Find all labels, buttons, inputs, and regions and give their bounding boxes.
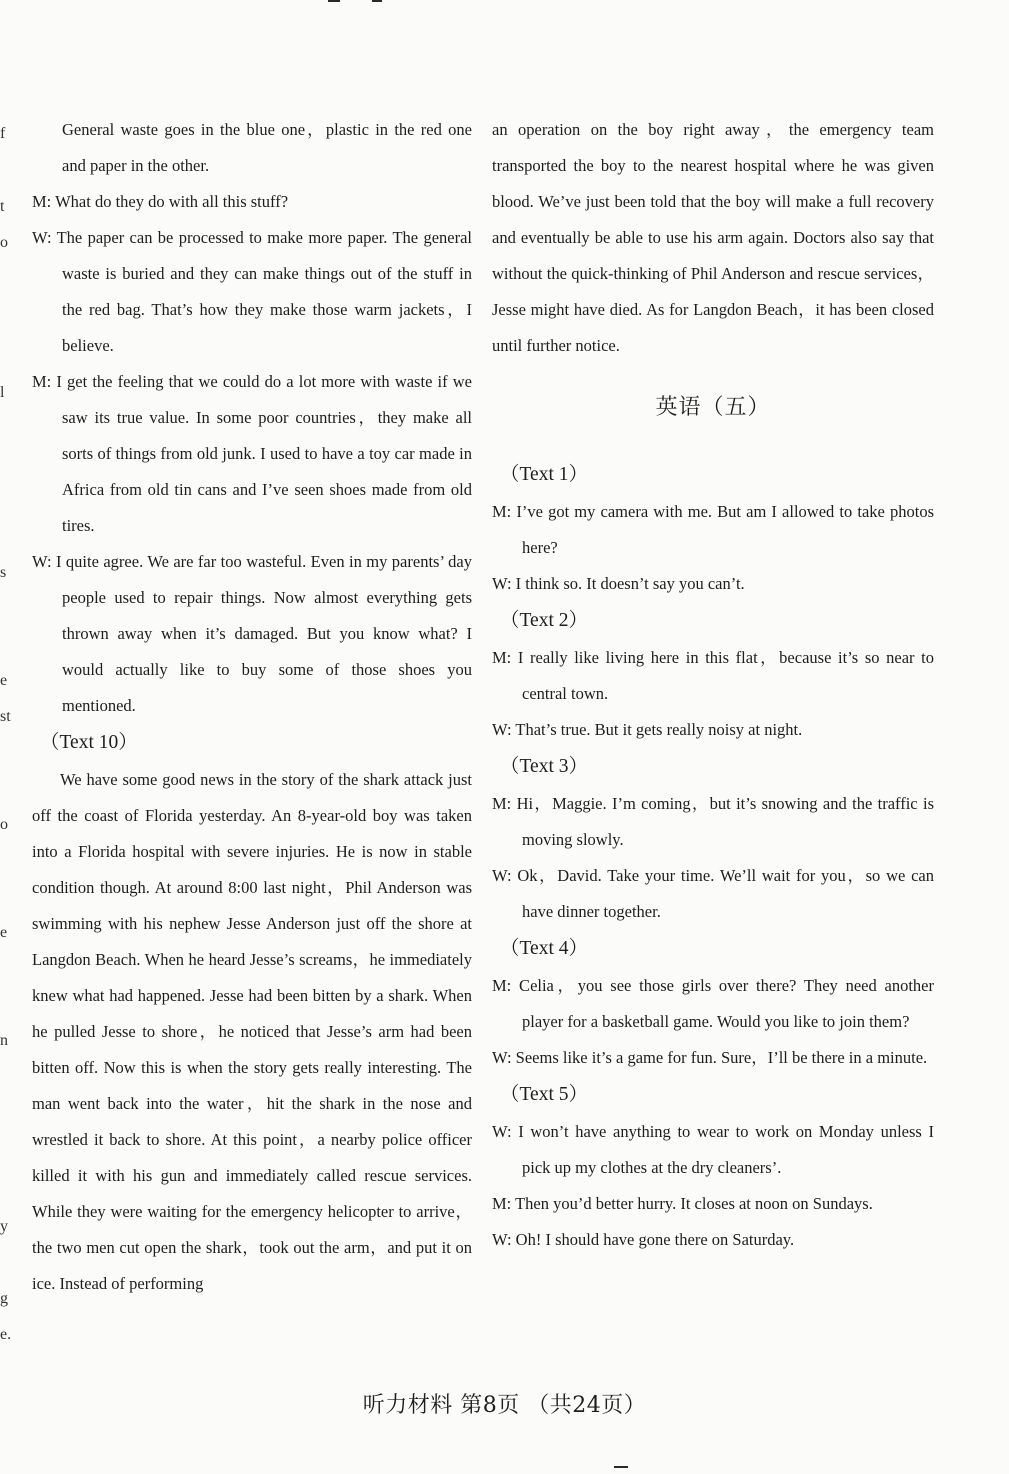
edge-fragment: s	[0, 564, 7, 581]
edge-fragment: st	[0, 708, 11, 725]
dialogue-turn: W: Ok，David. Take your time. We’ll wait for you，so we can have dinner together.	[492, 866, 934, 921]
top-scan-mark	[328, 0, 340, 2]
edge-fragment: e.	[0, 1326, 12, 1343]
edge-fragment: g	[0, 1290, 8, 1307]
dialogue-turn: M: Then you’d better hurry. It closes at noon on Sundays.	[492, 1194, 873, 1213]
section-heading-text-3: （Text 3）	[500, 756, 588, 777]
continuation-text: General waste goes in the blue one，plastic in the red one and paper in the other.	[62, 120, 472, 175]
dialogue-turn: W: I quite agree. We are far too wasteful. Even in my parents’ day people used to repair things. Now almost everything gets thrown away when it’s damaged. But you know what? I would actually like to buy some of those shoes you mentioned.	[32, 552, 472, 715]
dialogue-turn: W: Seems like it’s a game for fun. Sure，I’ll be there in a minute.	[492, 1048, 928, 1067]
edge-fragment: y	[0, 1218, 8, 1235]
edge-fragment: e	[0, 672, 8, 689]
dialogue-turn: W: The paper can be processed to make more paper. The general waste is buried and they can make things out of the stuff in the red bag. That’s how they make those warm jackets，I believe.	[32, 228, 472, 355]
section-heading-text-5: （Text 5）	[500, 1084, 588, 1105]
dialogue-turn: M: I really like living here in this flat，because it’s so near to central town.	[492, 648, 934, 703]
dialogue-turn: W: Oh! I should have gone there on Saturday.	[492, 1230, 795, 1249]
dialogue-turn: W: I won’t have anything to wear to work on Monday unless I pick up my clothes at the dry cleaners’.	[492, 1122, 934, 1177]
edge-fragment: e	[0, 924, 8, 941]
dialogue-turn: W: I think so. It doesn’t say you can’t.	[492, 574, 745, 593]
left-column	[32, 112, 472, 1302]
dialogue-turn: M: Hi，Maggie. I’m coming，but it’s snowing and the traffic is moving slowly.	[492, 794, 934, 849]
dialogue-turn: M: I get the feeling that we could do a lot more with waste if we saw its true value. In some poor countries，they make all sorts of things from old junk. I used to have a toy car made in Africa from old tin cans and I’ve seen shoes made from old tires.	[32, 372, 472, 535]
edge-fragment: t	[0, 198, 5, 215]
section-heading-text-4: （Text 4）	[500, 938, 588, 959]
edge-fragment: l	[0, 384, 5, 401]
section-heading-text-10: （Text 10）	[40, 732, 138, 753]
continuation-text: an operation on the boy right away，the emergency team transported the boy to the nearest hospital where he was given blood. We’ve just been told that the boy will make a full recovery and eventually be able to use his arm again. Doctors also say that without the quick-thinking of Phil Anderson and rescue services，Jesse might have died. As for Langdon Beach，it has been closed until further notice.	[492, 120, 934, 355]
section-heading-text-1: （Text 1）	[500, 464, 588, 485]
top-scan-mark	[372, 0, 382, 2]
edge-fragment: o	[0, 234, 8, 251]
page-footer: 听力材料 第8页 （共24页）	[362, 1393, 647, 1418]
section-heading-text-2: （Text 2）	[500, 610, 588, 631]
edge-fragment: o	[0, 816, 8, 833]
dialogue-turn: M: I’ve got my camera with me. But am I allowed to take photos here?	[492, 502, 934, 557]
passage-paragraph: We have some good news in the story of the shark attack just off the coast of Florida yesterday. An 8-year-old boy was taken into a Florida hospital with severe injuries. He is now in stable condition though. At around 8:00 last night，Phil Anderson was swimming with his nephew Jesse Anderson just off the shore at Langdon Beach. When he heard Jesse’s screams，he immediately knew what had happened. Jesse had been bitten by a shark. When he pulled Jesse to shore，he noticed that Jesse’s arm had been bitten off. Now this is when the story gets really interesting. The man went back into the water，hit the shark in the nose and wrestled it back to shore. At this point，a nearby police officer killed it with his gun and immediately called rescue services. While they were waiting for the emergency helicopter to arrive，the two men cut open the shark，took out the arm，and put it on ice. Instead of performing	[32, 770, 472, 1293]
part-title: 英语（五）	[655, 395, 771, 420]
edge-fragment: f	[0, 125, 6, 142]
dialogue-turn: W: That’s true. But it gets really noisy at night.	[492, 720, 803, 739]
edge-fragment: n	[0, 1032, 8, 1049]
dialogue-turn: M: Celia，you see those girls over there? They need another player for a basketball game. Would you like to join them?	[492, 976, 934, 1031]
right-column	[492, 112, 934, 1258]
dialogue-turn: M: What do they do with all this stuff?	[32, 192, 289, 211]
bottom-scan-mark	[614, 1466, 628, 1468]
